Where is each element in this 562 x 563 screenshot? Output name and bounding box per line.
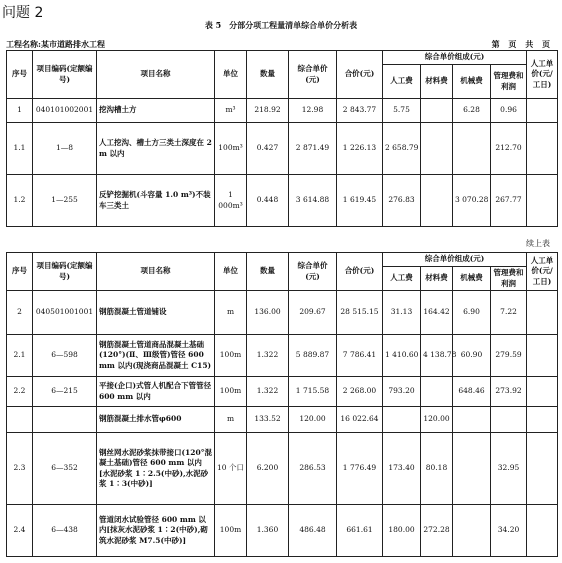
page-indicator: 第 页 共 页 — [491, 39, 550, 49]
cell-mgmt: 7.22 — [491, 291, 527, 335]
cell-code: 040501001001 — [33, 291, 97, 335]
header-total: 合价(元) — [337, 253, 383, 291]
cell-qty: 1.322 — [247, 335, 289, 377]
cell-labor: 2 658.79 — [383, 123, 421, 175]
cell-material: 272.28 — [421, 505, 453, 557]
cell-qty: 1.322 — [247, 377, 289, 407]
cell-material: 80.18 — [421, 433, 453, 505]
cell-machine: 6.28 — [453, 99, 491, 123]
header-qty: 数量 — [247, 51, 289, 99]
cell-qty: 218.92 — [247, 99, 289, 123]
cell-code: 1—255 — [33, 175, 97, 227]
table-title: 表 5 分部分项工程量清单综合单价分析表 — [204, 20, 358, 30]
cell-code: 6—438 — [33, 505, 97, 557]
cell-total: 1 619.45 — [337, 175, 383, 227]
header-mgmt: 管理费和利润 — [491, 267, 527, 291]
header-labor-rate: 人工单价(元/工日) — [527, 253, 558, 291]
table-row — [7, 407, 558, 433]
cell-labor — [383, 407, 421, 433]
cell-total: 2 268.00 — [337, 377, 383, 407]
cell-unit-price: 1 715.58 — [289, 377, 337, 407]
cell-mgmt: 279.59 — [491, 335, 527, 377]
analysis-table-1 — [6, 50, 558, 227]
cell-material: 164.42 — [421, 291, 453, 335]
cell-unit: 100m — [215, 335, 247, 377]
cell-machine: 3 070.28 — [453, 175, 491, 227]
cell-labor-rate — [527, 175, 558, 227]
cell-material — [421, 377, 453, 407]
cell-unit-price: 286.53 — [289, 433, 337, 505]
cell-mgmt: 34.20 — [491, 505, 527, 557]
table-row — [7, 505, 558, 557]
cell-seq: 2.2 — [7, 377, 33, 407]
cell-material — [421, 123, 453, 175]
header-code: 项目编码(定额编号) — [33, 51, 97, 99]
cell-total: 7 786.41 — [337, 335, 383, 377]
cell-seq: 2 — [7, 291, 33, 335]
cell-machine: 648.46 — [453, 377, 491, 407]
header-code: 项目编码(定额编号) — [33, 253, 97, 291]
cell-labor: 5.75 — [383, 99, 421, 123]
cell-labor-rate — [527, 123, 558, 175]
header-material: 材料费 — [421, 267, 453, 291]
header-name: 项目名称 — [97, 51, 215, 99]
header-total: 合价(元) — [337, 51, 383, 99]
cell-labor-rate — [527, 335, 558, 377]
cell-name: 钢丝网水泥砂浆抹带接口(120°混凝土基础)管径 600 mm 以内[水泥砂浆 1∶2.5(中砂),水泥砂浆 1∶3(中砂)] — [97, 433, 215, 505]
header-machine: 机械费 — [453, 267, 491, 291]
header-labor: 人工费 — [383, 267, 421, 291]
cell-material — [421, 99, 453, 123]
cell-unit: m — [215, 291, 247, 335]
cell-name: 钢筋混凝土管道商品混凝土基础(120°)(Ⅱ、Ⅲ级管)管径 600 mm 以内(现浇商品混凝土 C15) — [97, 335, 215, 377]
cell-material: 120.00 — [421, 407, 453, 433]
cell-qty: 1.360 — [247, 505, 289, 557]
cell-unit: m³ — [215, 99, 247, 123]
cell-unit: 100m³ — [215, 123, 247, 175]
table-row — [7, 377, 558, 407]
analysis-table-2 — [6, 252, 558, 557]
cell-unit-price: 209.67 — [289, 291, 337, 335]
cell-labor-rate — [527, 433, 558, 505]
header-composition: 综合单价组成(元) — [383, 51, 527, 65]
cell-code: 6—598 — [33, 335, 97, 377]
continued-label: 续上表 — [526, 239, 550, 248]
header-seq: 序号 — [7, 51, 33, 99]
cell-unit-price: 12.98 — [289, 99, 337, 123]
header-seq: 序号 — [7, 253, 33, 291]
cell-labor: 180.00 — [383, 505, 421, 557]
header-labor: 人工费 — [383, 65, 421, 99]
cell-unit: 10 个口 — [215, 433, 247, 505]
cell-material: 4 138.78 — [421, 335, 453, 377]
table-row — [7, 335, 558, 377]
cell-labor: 31.13 — [383, 291, 421, 335]
cell-seq: 1.1 — [7, 123, 33, 175]
cell-name: 管道闭水试验管径 600 mm 以内[抹灰水泥砂浆 1∶2(中砂),砌筑水泥砂浆 M7.5(中砂)] — [97, 505, 215, 557]
cell-code — [33, 407, 97, 433]
cell-qty: 136.00 — [247, 291, 289, 335]
cell-mgmt: 212.70 — [491, 123, 527, 175]
cell-code: 040101002001 — [33, 99, 97, 123]
cell-mgmt: 32.95 — [491, 433, 527, 505]
header-unit: 单位 — [215, 253, 247, 291]
header-machine: 机械费 — [453, 65, 491, 99]
cell-labor-rate — [527, 407, 558, 433]
cell-seq: 2.3 — [7, 433, 33, 505]
cell-seq: 2.4 — [7, 505, 33, 557]
cell-labor-rate — [527, 505, 558, 557]
cell-labor: 276.83 — [383, 175, 421, 227]
table-row — [7, 123, 558, 175]
cell-name: 挖沟槽土方 — [97, 99, 215, 123]
header-qty: 数量 — [247, 253, 289, 291]
cell-mgmt: 273.92 — [491, 377, 527, 407]
cell-unit: 1 000m³ — [215, 175, 247, 227]
header-unit: 单位 — [215, 51, 247, 99]
cell-seq: 2.1 — [7, 335, 33, 377]
cell-total: 1 226.13 — [337, 123, 383, 175]
cell-machine — [453, 433, 491, 505]
header-composition: 综合单价组成(元) — [383, 253, 527, 267]
cell-mgmt: 0.96 — [491, 99, 527, 123]
cell-qty: 0.448 — [247, 175, 289, 227]
cell-machine: 6.90 — [453, 291, 491, 335]
cell-total: 661.61 — [337, 505, 383, 557]
cell-labor: 793.20 — [383, 377, 421, 407]
cell-unit: 100m — [215, 505, 247, 557]
header-name: 项目名称 — [97, 253, 215, 291]
cell-unit-price: 486.48 — [289, 505, 337, 557]
cell-unit: 100m — [215, 377, 247, 407]
cell-total: 1 776.49 — [337, 433, 383, 505]
cell-seq: 1.2 — [7, 175, 33, 227]
table-row — [7, 433, 558, 505]
cell-total: 2 843.77 — [337, 99, 383, 123]
cell-unit-price: 2 871.49 — [289, 123, 337, 175]
cell-seq — [7, 407, 33, 433]
cell-qty: 6.200 — [247, 433, 289, 505]
header-labor-rate: 人工单价(元/工日) — [527, 51, 558, 99]
cell-qty: 0.427 — [247, 123, 289, 175]
cell-material — [421, 175, 453, 227]
cell-labor-rate — [527, 99, 558, 123]
cell-machine — [453, 505, 491, 557]
header-material: 材料费 — [421, 65, 453, 99]
cell-machine: 60.90 — [453, 335, 491, 377]
cell-labor: 1 410.60 — [383, 335, 421, 377]
cell-qty: 133.52 — [247, 407, 289, 433]
cell-code: 6—352 — [33, 433, 97, 505]
cell-name: 钢筋混凝土排水管φ600 — [97, 407, 215, 433]
cell-seq: 1 — [7, 99, 33, 123]
cell-code: 6—215 — [33, 377, 97, 407]
cell-machine — [453, 123, 491, 175]
cell-mgmt: 267.77 — [491, 175, 527, 227]
project-name: 工程名称:某市道路排水工程 — [6, 39, 105, 49]
cell-unit-price: 3 614.88 — [289, 175, 337, 227]
cell-name: 人工挖沟、槽土方三类土深度在 2 m 以内 — [97, 123, 215, 175]
cell-unit-price: 5 889.87 — [289, 335, 337, 377]
cell-machine — [453, 407, 491, 433]
cell-labor: 173.40 — [383, 433, 421, 505]
cell-code: 1—8 — [33, 123, 97, 175]
cell-total: 16 022.64 — [337, 407, 383, 433]
cell-unit: m — [215, 407, 247, 433]
cell-name: 钢筋混凝土管道铺设 — [97, 291, 215, 335]
header-unit-price: 综合单价(元) — [289, 253, 337, 291]
table-row — [7, 175, 558, 227]
cell-total: 28 515.15 — [337, 291, 383, 335]
cell-mgmt — [491, 407, 527, 433]
table-row — [7, 99, 558, 123]
cell-name: 反铲挖掘机(斗容量 1.0 m³)不装车三类土 — [97, 175, 215, 227]
header-unit-price: 综合单价(元) — [289, 51, 337, 99]
cell-labor-rate — [527, 291, 558, 335]
header-mgmt: 管理费和利润 — [491, 65, 527, 99]
table-row — [7, 291, 558, 335]
cell-name: 平接(企口)式管人机配合下管管径 600 mm 以内 — [97, 377, 215, 407]
cell-unit-price: 120.00 — [289, 407, 337, 433]
problem-label: 问题 2 — [2, 5, 44, 21]
cell-labor-rate — [527, 377, 558, 407]
